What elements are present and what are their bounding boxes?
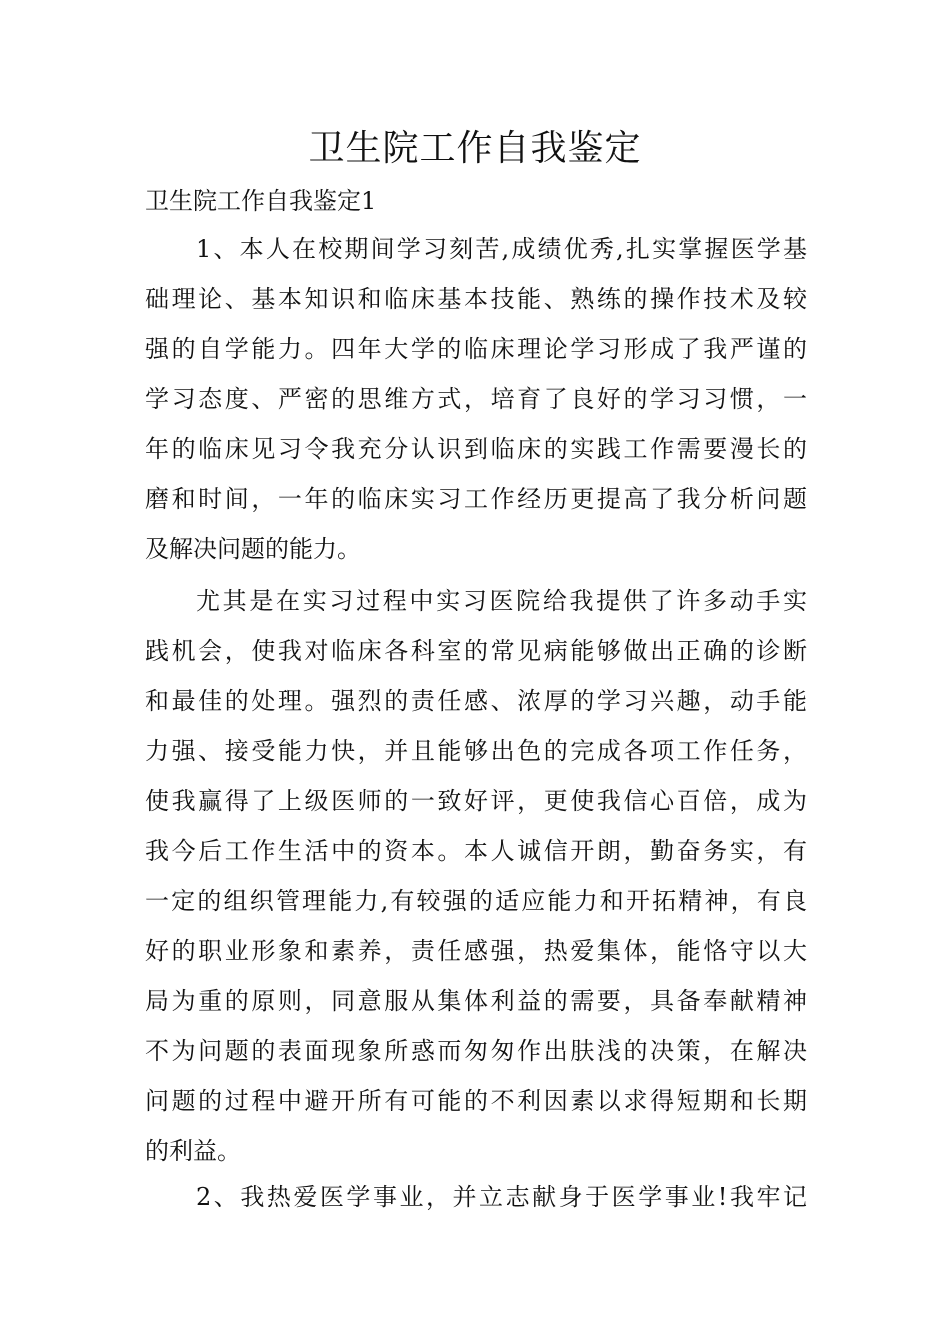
paragraph-line: 2、我热爱医学事业，并立志献身于医学事业!我牢记 bbox=[196, 1183, 807, 1211]
paragraph-line: 础理论、基本知识和临床基本技能、熟练的操作技术及较 bbox=[145, 285, 807, 313]
paragraph-line: 年的临床见习令我充分认识到临床的实践工作需要漫长的 bbox=[145, 435, 807, 463]
paragraph-line: 不为问题的表面现象所惑而匆匆作出肤浅的决策，在解决 bbox=[145, 1037, 807, 1065]
paragraph-line: 1、本人在校期间学习刻苦,成绩优秀,扎实掌握医学基 bbox=[196, 235, 807, 263]
paragraph-line: 好的职业形象和素养，责任感强，热爱集体，能恪守以大 bbox=[145, 937, 807, 965]
paragraph-line: 局为重的原则，同意服从集体利益的需要，具备奉献精神 bbox=[145, 987, 807, 1015]
paragraph-line: 的利益。 bbox=[145, 1137, 241, 1165]
paragraph-line: 和最佳的处理。强烈的责任感、浓厚的学习兴趣，动手能 bbox=[145, 687, 807, 715]
paragraph-line: 问题的过程中避开所有可能的不利因素以求得短期和长期 bbox=[145, 1087, 807, 1115]
paragraph-line: 强的自学能力。四年大学的临床理论学习形成了我严谨的 bbox=[145, 335, 807, 363]
paragraph-2 bbox=[145, 576, 807, 1176]
paragraph-line: 践机会，使我对临床各科室的常见病能够做出正确的诊断 bbox=[145, 637, 807, 665]
paragraph-line: 磨和时间，一年的临床实习工作经历更提高了我分析问题 bbox=[145, 485, 807, 513]
paragraph-line: 一定的组织管理能力,有较强的适应能力和开拓精神，有良 bbox=[145, 887, 807, 915]
paragraph-line: 力强、接受能力快，并且能够出色的完成各项工作任务， bbox=[145, 737, 807, 765]
paragraph-line: 使我赢得了上级医师的一致好评，更使我信心百倍，成为 bbox=[145, 787, 807, 815]
paragraph-3 bbox=[145, 1172, 807, 1222]
paragraph-line: 学习态度、严密的思维方式，培育了良好的学习习惯，一 bbox=[145, 385, 807, 413]
paragraph-1 bbox=[145, 224, 807, 574]
paragraph-line: 尤其是在实习过程中实习医院给我提供了许多动手实 bbox=[196, 587, 807, 615]
document-title: 卫生院工作自我鉴定 bbox=[308, 128, 642, 169]
paragraph-line: 我今后工作生活中的资本。本人诚信开朗，勤奋务实，有 bbox=[145, 837, 807, 865]
paragraph-line: 及解决问题的能力。 bbox=[145, 535, 361, 563]
document-subtitle: 卫生院工作自我鉴定1 bbox=[145, 187, 377, 215]
